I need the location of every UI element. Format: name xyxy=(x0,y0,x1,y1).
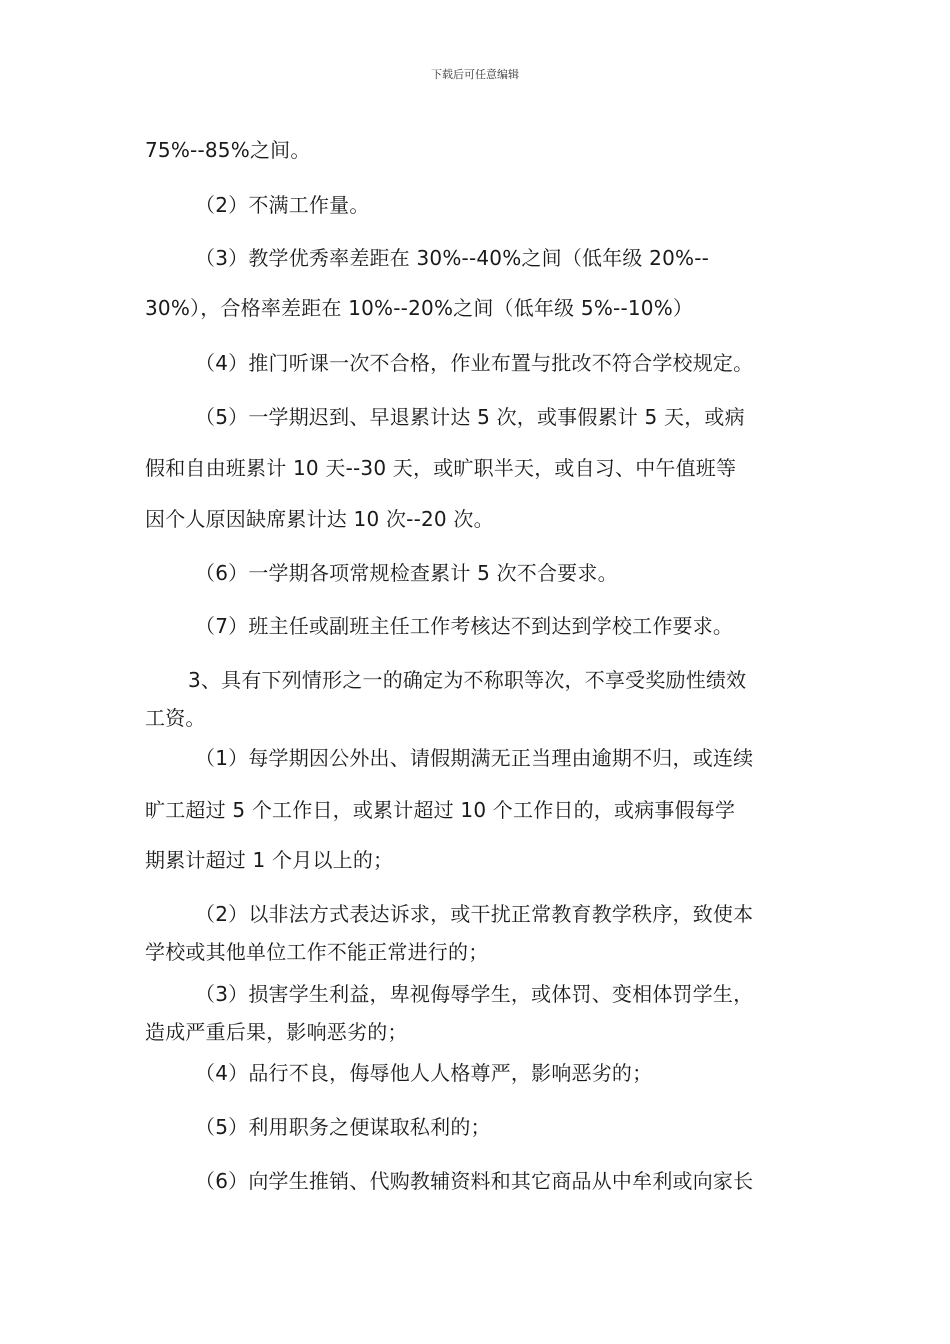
text-line: 工资。 xyxy=(145,706,206,730)
page-header: 下载后可任意编辑 xyxy=(431,68,519,81)
text-line: 因个人原因缺席累计达 10 次--20 次。 xyxy=(145,507,494,531)
text-line: 期累计超过 1 个月以上的； xyxy=(145,848,394,872)
text-line: （6）向学生推销、代购教辅资料和其它商品从中牟利或向家长 xyxy=(195,1169,754,1193)
text-line: 假和自由班累计 10 天--30 天，或旷职半天，或自习、中午值班等 xyxy=(145,456,737,480)
text-line: （4）推门听课一次不合格，作业布置与批改不符合学校规定。 xyxy=(195,351,754,375)
text-line: （5）利用职务之便谋取私利的； xyxy=(195,1115,491,1139)
text-line: （2）以非法方式表达诉求，或干扰正常教育教学秩序，致使本 xyxy=(195,902,754,926)
text-line: （3）损害学生利益，卑视侮辱学生，或体罚、变相体罚学生， xyxy=(195,982,754,1006)
text-line: （5）一学期迟到、早退累计达 5 次，或事假累计 5 天，或病 xyxy=(195,405,745,429)
text-line: 造成严重后果，影响恶劣的； xyxy=(145,1020,408,1044)
text-line: 学校或其他单位工作不能正常进行的； xyxy=(145,940,489,964)
text-line: （7）班主任或副班主任工作考核达不到达到学校工作要求。 xyxy=(195,614,734,638)
text-line: （4）品行不良，侮辱他人人格尊严，影响恶劣的； xyxy=(195,1061,653,1085)
text-line: （6）一学期各项常规检查累计 5 次不合要求。 xyxy=(195,561,618,585)
text-line: 75%--85%之间。 xyxy=(145,138,311,162)
text-line: （1）每学期因公外出、请假期满无正当理由逾期不归，或连续 xyxy=(195,746,754,770)
text-line: （2）不满工作量。 xyxy=(195,193,370,217)
text-line: 3、具有下列情形之一的确定为不称职等次，不享受奖励性绩效 xyxy=(188,668,747,692)
text-line: （3）教学优秀率差距在 30%--40%之间（低年级 20%-- xyxy=(195,246,710,270)
text-line: 旷工超过 5 个工作日，或累计超过 10 个工作日的，或病事假每学 xyxy=(145,798,736,822)
text-line: 30%），合格率差距在 10%--20%之间（低年级 5%--10%） xyxy=(145,296,694,320)
